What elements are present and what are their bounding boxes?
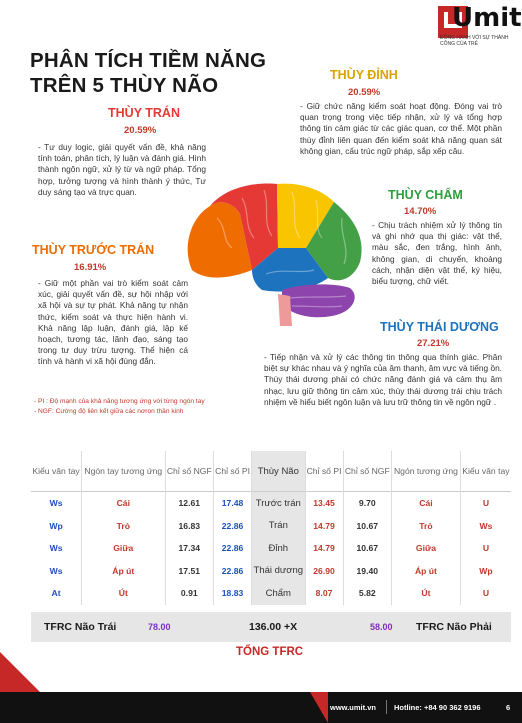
brain-illustration xyxy=(182,178,382,326)
tfrc-right-label: TFRC Não Phải xyxy=(416,621,492,633)
header-left-finger: Ngón tay tương ứng xyxy=(82,451,165,492)
brand-logo-text: Umit xyxy=(452,3,522,33)
cell-lobe: Trước trán xyxy=(252,492,306,515)
cell-right-pi: 14.79 xyxy=(305,537,343,560)
cell-left-pi: 18.83 xyxy=(214,582,252,605)
cerebellum-shape xyxy=(282,284,355,317)
cell-left-ngf: 16.83 xyxy=(165,515,214,538)
cell-right-ngf: 5.82 xyxy=(343,582,392,605)
header-right-type: Kiểu vân tay xyxy=(462,465,510,476)
cell-left-pi: 22.86 xyxy=(214,537,252,560)
table-row xyxy=(31,537,511,560)
cell-right-type: Wp xyxy=(479,565,493,576)
footer-divider xyxy=(386,700,387,714)
cell-lobe: Trán xyxy=(252,515,306,538)
cell-left-pi: 22.86 xyxy=(214,560,252,583)
footer-hotline[interactable]: Hotline: +84 90 362 9196 xyxy=(394,703,481,712)
cell-right-ngf: 19.40 xyxy=(343,560,392,583)
lobe-truoc-tran-description: - Giữ một phần vai trò kiểm soát cảm xúc, giải quyết vấn đề, sự hội nhập với xã hội và sự tự phát. Khả năng tự nhận thức, kiểm soát và thực hiện hành vi. Khả năng lập luận, đánh giá, lập kế hoạch, tương tác, lãnh đạo, sáng tạo trong tư duy trừu tượng. Thể hiện cá tính và hành vi xã hội đúng đắn. xyxy=(38,278,188,367)
cell-right-ngf: 10.67 xyxy=(343,537,392,560)
cell-lobe: Chẩm xyxy=(252,582,306,605)
cell-right-pi: 26.90 xyxy=(305,560,343,583)
cell-right-finger: Cái xyxy=(392,492,461,515)
lobe-cham-description: - Chịu trách nhiệm xử lý thông tin và ghi nhớ qua thị giác: vật thể, màu sắc, đen trắng, hình ảnh, không gian, di chuyển, khoảng cách, nhận diện vật thể, ký hiệu, biểu tượng, chữ viết. xyxy=(372,220,502,287)
cell-left-ngf: 17.51 xyxy=(165,560,214,583)
header-right-ngf: Chỉ số NGF xyxy=(343,451,392,492)
cell-right-type: U xyxy=(482,588,490,599)
fingerprint-table xyxy=(31,451,511,605)
header-left-ngf: Chỉ số NGF xyxy=(165,451,214,492)
cell-right-finger: Út xyxy=(392,582,461,605)
table-header-row xyxy=(31,451,511,492)
cell-right-finger: Trỏ xyxy=(392,515,461,538)
tfrc-total-label: TỔNG TFRC xyxy=(236,646,304,658)
cell-right-pi: 14.79 xyxy=(305,515,343,538)
lobe-dinh-percent: 20.59% xyxy=(348,87,381,98)
header-left-type: Kiểu vân tay xyxy=(31,451,82,492)
lobe-truoc-tran-percent: 16.91% xyxy=(74,262,107,273)
cell-left-ngf: 12.61 xyxy=(165,492,214,515)
tfrc-center-value: 136.00 +X xyxy=(249,621,298,633)
legend-notes xyxy=(34,397,205,417)
cell-right-pi: 13.45 xyxy=(305,492,343,515)
cell-right-type: U xyxy=(482,543,490,554)
lobe-dinh-description: - Giữ chức năng kiểm soát hoạt động. Đóng vai trò quan trọng trong việc tiếp nhận, xử lý và tổng hợp thông tin cảm giác từ các giác quan, cơ thể. Một phần thùy đỉnh liên quan đến kiểm soát khả năng quan sát không gian, cấu trúc ngữ pháp, sắp xếp câu. xyxy=(300,101,502,156)
header-right-finger: Ngón tương ứng xyxy=(392,451,461,492)
brand-tagline: ĐỒNG HÀNH VỚI SỰ THÀNH CÔNG CỦA TRẺ xyxy=(440,35,509,47)
page-title xyxy=(30,48,266,98)
lobe-cham-percent: 14.70% xyxy=(404,206,437,217)
cell-left-pi: 22.86 xyxy=(214,515,252,538)
tfrc-left-value: 78.00 xyxy=(148,622,171,632)
cell-left-type: Wp xyxy=(31,515,82,538)
cell-right-finger: Áp út xyxy=(392,560,461,583)
footer-accent xyxy=(310,692,328,723)
cell-left-type: Ws xyxy=(31,537,82,560)
cell-left-type: At xyxy=(31,582,82,605)
cell-left-finger: Giữa xyxy=(82,537,165,560)
cell-right-ngf: 9.70 xyxy=(343,492,392,515)
cell-left-finger: Áp út xyxy=(82,560,165,583)
cell-right-type: U xyxy=(482,498,490,509)
footer-website[interactable]: www.umit.vn xyxy=(330,703,376,712)
cell-left-ngf: 0.91 xyxy=(165,582,214,605)
tfrc-left-label: TFRC Não Trái xyxy=(44,621,117,633)
lobe-truoc-tran-title: THÙY TRƯỚC TRÁN xyxy=(32,243,155,257)
lobe-tran-percent: 20.59% xyxy=(124,125,157,136)
lobe-tran-title: THÙY TRÁN xyxy=(108,106,180,120)
table-row xyxy=(31,582,511,605)
cell-left-finger: Út xyxy=(82,582,165,605)
title-line-1: PHÂN TÍCH TIỀM NĂNG xyxy=(30,49,267,72)
decorative-corner-shape xyxy=(0,612,40,692)
header-left-pi: Chỉ số PI xyxy=(214,451,252,492)
tfrc-right-value: 58.00 xyxy=(370,622,393,632)
cell-right-finger: Giữa xyxy=(392,537,461,560)
note-pi: - PI : Độ mạnh của khả năng tương ứng với từng ngón tay xyxy=(34,398,205,405)
cell-left-type: Ws xyxy=(31,492,82,515)
lobe-thai-duong-percent: 27.21% xyxy=(417,338,450,349)
cell-right-pi: 8.07 xyxy=(305,582,343,605)
page-number: 6 xyxy=(506,703,511,712)
note-ngf: - NGF: Cường độ liên kết giữa các nơron thần kinh xyxy=(34,408,184,415)
table-row xyxy=(31,560,511,583)
cell-left-finger: Cái xyxy=(82,492,165,515)
cell-left-finger: Trỏ xyxy=(82,515,165,538)
cell-left-pi: 17.48 xyxy=(214,492,252,515)
cell-lobe: Thái dương xyxy=(252,560,306,583)
table-row xyxy=(31,515,511,538)
table-row xyxy=(31,492,511,515)
brainstem-shape xyxy=(278,294,292,326)
cell-right-ngf: 10.67 xyxy=(343,515,392,538)
header-right-pi: Chỉ số PI xyxy=(305,451,343,492)
lobe-thai-duong-title: THÙY THÁI DƯƠNG xyxy=(380,320,499,334)
header-lobe: Thùy Não xyxy=(252,451,306,492)
title-line-2: TRÊN 5 THÙY NÃO xyxy=(30,74,219,97)
cell-right-type: Ws xyxy=(479,520,493,531)
cell-lobe: Đỉnh xyxy=(252,537,306,560)
lobe-thai-duong-description: - Tiếp nhận và xử lý các thông tin thông qua thính giác. Phân biệt sự khác nhau và ý nghĩa của âm thanh, âm vực và tiếng ồn. Thùy thái dương phải có chức năng đánh giá và cảm thụ âm nhạc, lưu giữ thông tin cảm xúc, thùy thái dương trái chịu trách nhiệm về hiểu biết ngôn luận và lưu trữ thông tin về ngôn ngữ . xyxy=(264,352,502,407)
cell-left-ngf: 17.34 xyxy=(165,537,214,560)
lobe-dinh-title: THÙY ĐỈNH xyxy=(330,68,398,82)
lobe-cham-title: THÙY CHẨM xyxy=(388,188,463,202)
cell-left-type: Ws xyxy=(31,560,82,583)
lobe-tran-description: - Tư duy logic, giải quyết vấn đề, khả năng tính toán, phân tích, lý luận và đánh giá. Hình thành ngôn ngữ, xử lý từ và ngữ pháp. Tổng hợp, tưởng tượng và hình thành ý thức, Tư duy sáng tạo và trực quan. xyxy=(38,142,206,197)
